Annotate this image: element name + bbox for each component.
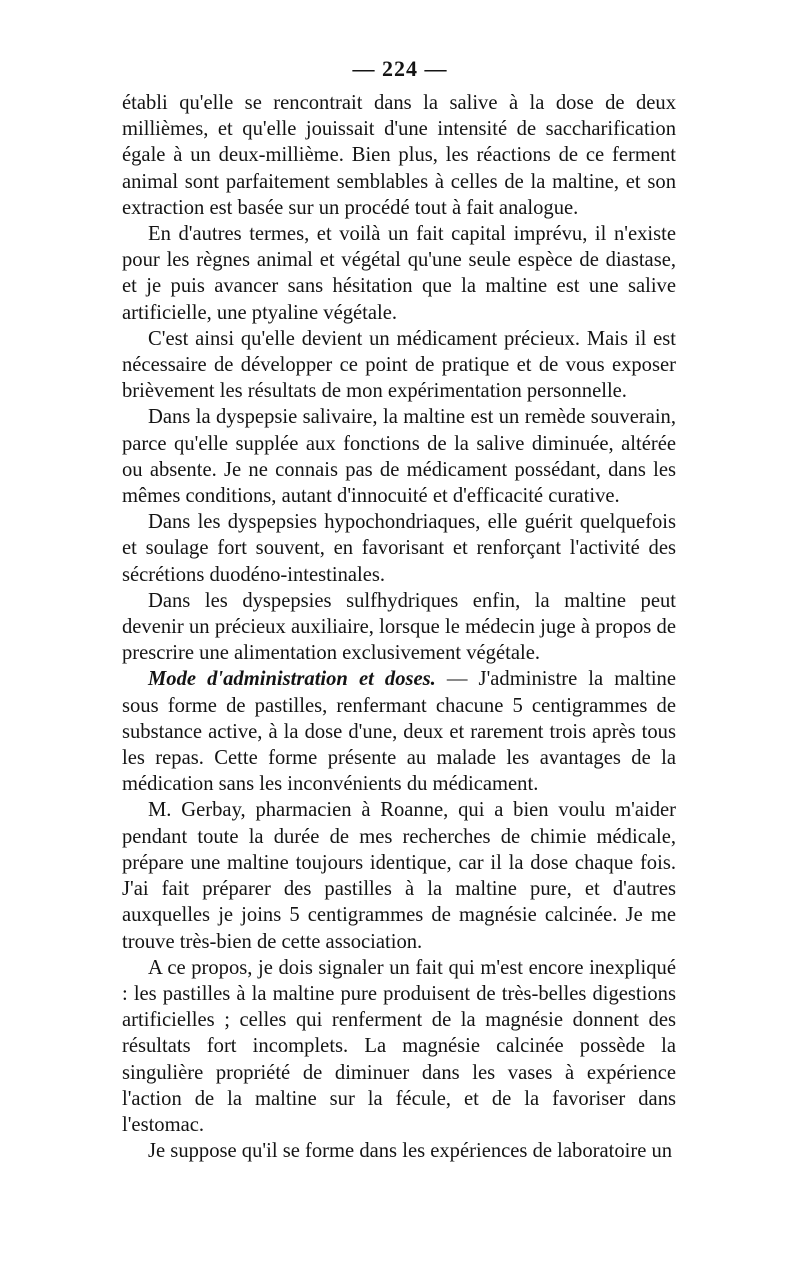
paragraph-3: C'est ainsi qu'elle devient un médicament précieux. Mais il est nécessaire de développer ce point de pratique et de vous exposer brièvement les résultats de mon expérimentation personnelle. <box>122 327 676 403</box>
paragraph-10: Je suppose qu'il se forme dans les expériences de laboratoire un <box>148 1140 673 1163</box>
paragraph-4: Dans la dyspepsie salivaire, la maltine est un remède souverain, parce qu'elle supplée aux fonctions de la salive diminuée, altérée ou absente. Je ne connais pas de médicament possédant, dans les mêmes conditions, autant d'innocuité et d'efficacité curative. <box>122 406 676 508</box>
paragraph-9: A ce propos, je dois signaler un fait qui m'est encore inexpliqué : les pastilles à la maltine pure produisent de très-belles digestions artificielles ; celles qui renferment de la magnésie donnent des résultats fort incomplets. La magnésie calcinée possède la singulière propriété de diminuer dans les vases à expérience l'action de la maltine sur la fécule, et de la favoriser dans l'estomac. <box>122 956 676 1136</box>
paragraph-1: établi qu'elle se rencontrait dans la salive à la dose de deux millièmes, et qu'elle jouissait d'une intensité de saccharification égale à un deux-millième. Bien plus, les réactions de ce ferment animal sont parfaitement semblables à celles de la maltine, et son extraction est basée sur un procédé tout à fait analogue. <box>122 92 676 219</box>
paragraph-8: M. Gerbay, pharmacien à Roanne, qui a bien voulu m'aider pendant toute la durée de mes recherches de chimie médicale, prépare une maltine toujours identique, car il la dose chaque fois. J'ai fait préparer des pastilles à la maltine pure, et d'autres auxquelles je joins 5 centigrammes de magnésie calcinée. Je me trouve très-bien de cette association. <box>122 799 676 953</box>
paragraph-7 <box>122 666 676 797</box>
paragraph-7-text: — J'administre la maltine sous forme de pastilles, renfermant chacune 5 centigrammes de substance active, à la dose d'une, deux et rarement trois après tous les repas. Cette forme présente au malade les avantages de la médication sans les inconvénients du médicament. <box>122 668 676 796</box>
paragraph-5: Dans les dyspepsies hypochondriaques, elle guérit quelquefois et soulage fort souvent, en favorisant et renforçant l'activité des sécrétions duodéno-intestinales. <box>122 511 676 586</box>
paragraph-6: Dans les dyspepsies sulfhydriques enfin, la maltine peut devenir un précieux auxiliaire, lorsque le médecin juge à propos de prescrire une alimentation exclusivement végétale. <box>122 589 676 665</box>
paragraph-2: En d'autres termes, et voilà un fait capital imprévu, il n'existe pour les règnes animal et végétal qu'une seule espèce de diastase, et je puis avancer sans hésitation que la maltine est une salive artificielle, une ptyaline végétale. <box>122 223 676 324</box>
page-number: — 224 — <box>352 56 448 81</box>
section-heading: Mode d'administration et doses. <box>148 668 436 691</box>
body-text <box>122 90 676 1164</box>
